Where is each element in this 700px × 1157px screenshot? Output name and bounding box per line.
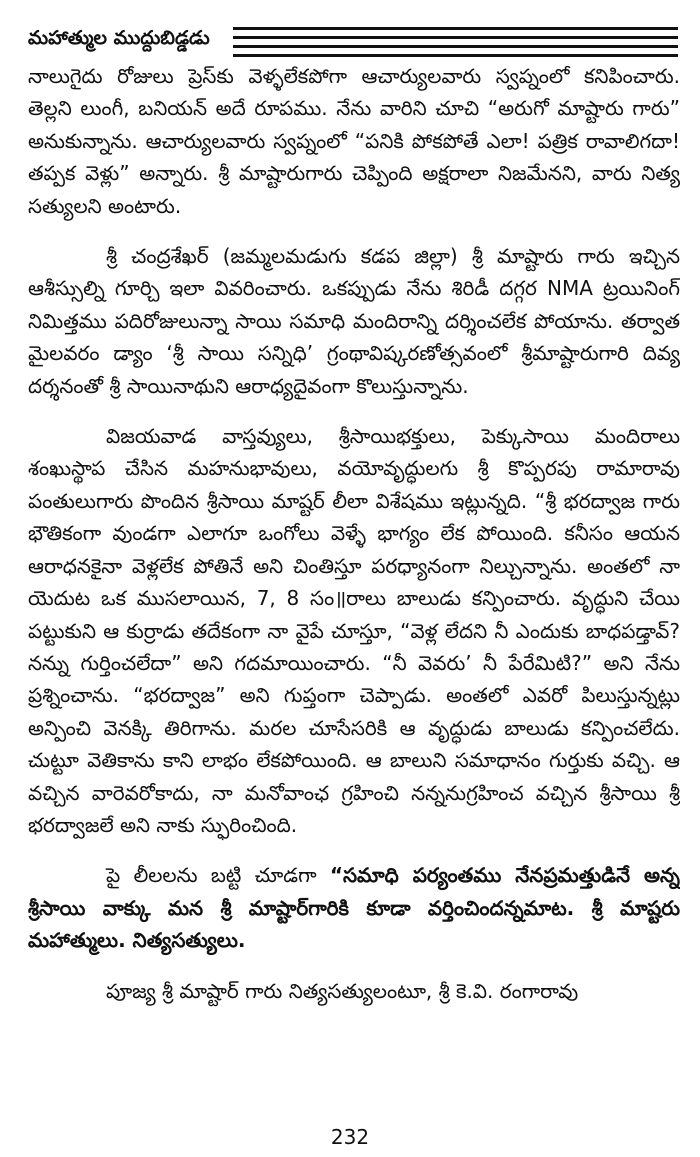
paragraph-2: శ్రీ చంద్రశేఖర్ (జమ్మలమడుగు కడప జిల్లా) శ్రీ మాష్టారు గారు ఇచ్చిన ఆశీస్సుల్ని గూర్చి ఇలా వివరించారు. ఒకప్పుడు నేను శిరిడీ దగ్గర NMA ట్రయినింగ్ నిమిత్తము పదిరోజులున్నా సాయి సమాధి మందిరాన్ని దర్శించలేక పోయాను. తర్వాత మైలవరం డ్యాం ‘శ్రీ సాయి సన్నిధి’ గ్రంథావిష్కరణోత్సవంలో శ్రీమాష్టారుగారి దివ్య దర్శనంతో శ్రీ సాయినాథుని ఆరాధ్యదైవంగా కొలుస్తున్నాను. [28,244,680,398]
page-number: 232 [330,1125,370,1149]
header-rule [233,45,678,48]
paragraph-3: విజయవాడ వాస్తవ్యులు, శ్రీసాయిభక్తులు, పెక్కుసాయి మందిరాలు శంఖుస్థాప చేసిన మహనుభావులు, వయోవృద్ధులగు శ్రీ కొప్పరపు రామారావు పంతులుగారు పొందిన శ్రీసాయి మాష్టర్ లీలా విశేషము ఇట్లున్నది. “శ్రీ భరద్వాజ గారు భౌతికంగా వుండగా ఎలాగూ ఒంగోలు వెళ్ళే భాగ్యం లేక పోయింది. కనీసం ఆయన ఆరాధనకైనా వెళ్లలేక పోతినే అని చింతిస్తూ పరధ్యానంగా నిల్చున్నాను. అంతలో నా యెదుట ఒక ముసలాయిన, 7, 8 సం॥రాలు బాలుడు కన్పించారు. వృద్ధుని చేయి పట్టుకుని ఆ కుర్రాడు తదేకంగా నా వైపే చూస్తూ, “వెళ్ల లేదని నీ ఎందుకు బాధపడ్తావ్? నన్ను గుర్తించలేదా” అని గదమాయించారు. “నీ వెవరు’ నీ పేరేమిటి?” అని నేను ప్రశ్నించాను. “భరద్వాజ” అని గుప్తంగా చెప్పాడు. అంతలో ఎవరో పిలుస్తున్నట్లు అన్పించి వెనక్కి తిరిగాను. మరల చూసేసరికి ఆ వృద్ధుడు బాలుడు కన్పించలేదు. చుట్టూ వెతికాను కాని లాభం లేకపోయింది. ఆ బాలుని సమాధానం గుర్తుకు వచ్చి. ఆ వచ్చిన వారెవరోకాదు, నా మనోవాంఛ గ్రహించి నన్ననుగ్రహించ వచ్చిన శ్రీసాయి శ్రీ భరద్వాజలే అని నాకు స్ఫురించింది. [28,424,680,837]
paragraph-last: పూజ్య శ్రీ మాష్టార్ గారు నిత్యసత్యులంటూ, శ్రీ కె.వి. రంగారావు [106,978,579,1003]
header-rule [233,27,678,30]
conclusion-lead: పై లీలలను బట్టి చూడగా [106,863,330,888]
paragraph-1: నాలుగైదు రోజులు ప్రెస్‌కు వెళ్ళలేకపోగా ఆచార్యులవారు స్వప్నంలో కనిపించారు. తెల్లని లుంగీ, బనియన్ అదే రూపము. నేను వారిని చూచి “అరుగో మాష్టారు గారు” అనుకున్నాను. ఆచార్యులవారు స్వప్నంలో “పనికి పోకపోతే ఎలా! పత్రిక రావాలిగదా! తప్పక వెళ్లు” అన్నారు. శ్రీ మాష్టారుగారు చెప్పింది అక్షరాలా నిజమేనని, వారు నిత్య సత్యులని అంటారు. [28,64,680,218]
conclusion-bold-text: “సమాధి పర్యంతము నేనప్రమత్తుడినే అన్న శ్రీసాయి వాక్కు మన శ్రీ మాష్టార్‌గారికి కూడా వర్తించిందన్నమాట. శ్రీ మాష్టరు మహాత్ములు. నిత్యసత్యులు. [28,863,680,953]
running-title: మహాత్ముల ముద్దుబిడ్డడు [28,27,210,49]
header-rules [233,25,678,55]
page-header [28,20,678,60]
header-rule [233,54,678,57]
page-body [28,60,680,1118]
header-rule [233,36,678,39]
conclusion-paragraph [28,859,680,956]
